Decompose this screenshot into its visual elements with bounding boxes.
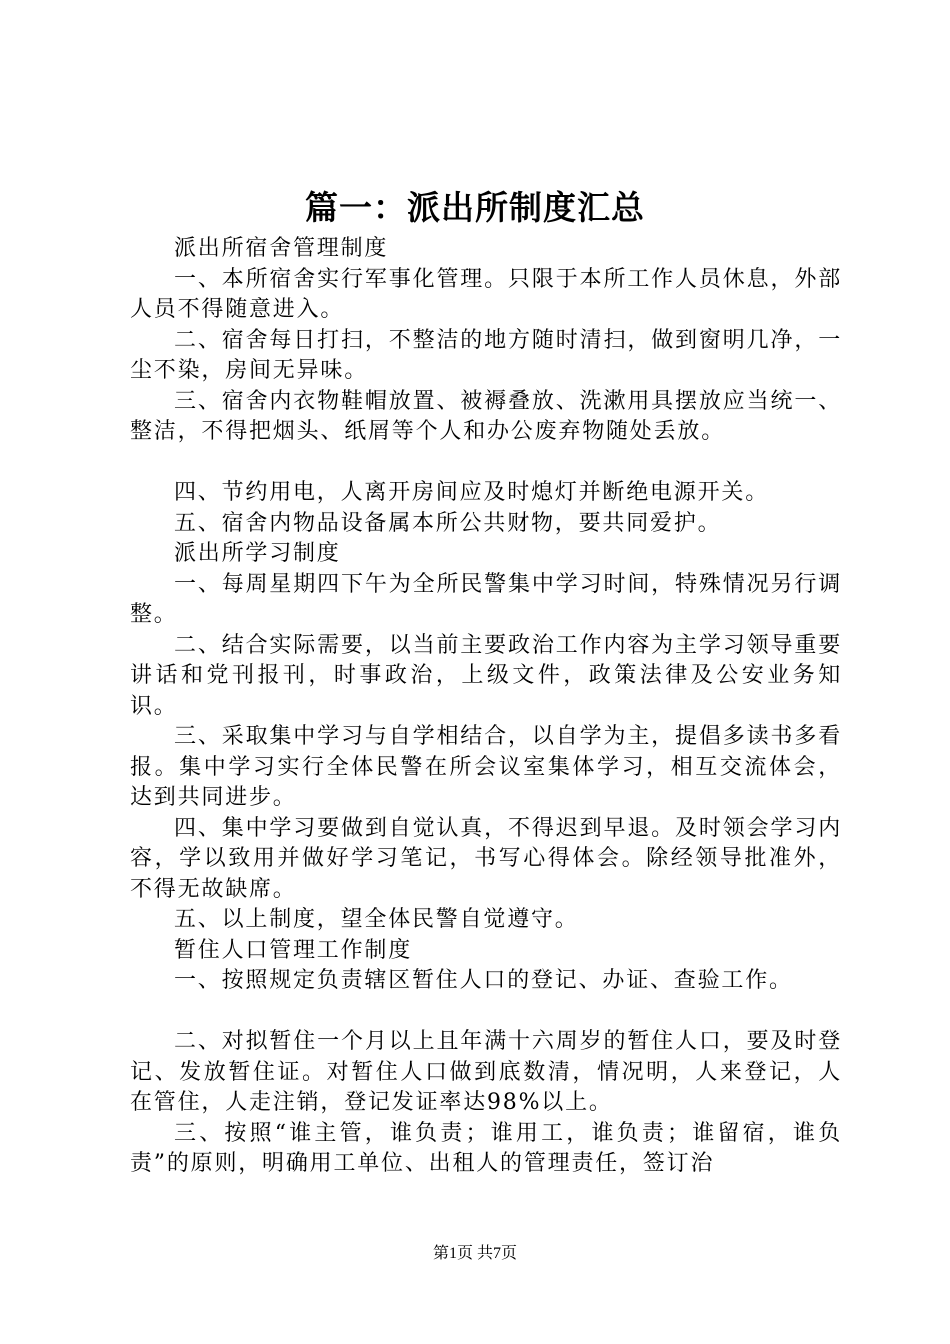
document-body xyxy=(130,234,842,1180)
residents-rule-1: 一、按照规定负责辖区暂住人口的登记、办证、查验工作。 xyxy=(174,968,793,993)
section-heading-temporary-residents: 暂住人口管理工作制度 xyxy=(174,937,413,963)
dormitory-rule-3: 三、宿舍内衣物鞋帽放置、被褥叠放、洗漱用具摆放应当统一、整洁，不得把烟头、纸屑等个人和办公废弃物随处丢放。 xyxy=(130,388,842,444)
study-rule-3: 三、采取集中学习与自学相结合，以自学为主，提倡多读书多看报。集中学习实行全体民警在所会议室集体学习，相互交流体会，达到共同进步。 xyxy=(130,724,842,810)
study-rule-5: 五、以上制度，望全体民警自觉遵守。 xyxy=(174,907,579,932)
dormitory-rule-1: 一、本所宿舍实行军事化管理。只限于本所工作人员休息，外部人员不得随意进入。 xyxy=(130,266,842,322)
section-heading-study: 派出所学习制度 xyxy=(174,541,341,566)
residents-rule-3: 三、按照“谁主管，谁负责；谁用工，谁负责；谁留宿，谁负责”的原则，明确用工单位、出租人的管理责任，签订治 xyxy=(130,1120,842,1176)
page-footer: 第1页 共7页 xyxy=(432,1245,517,1262)
dormitory-rule-5: 五、宿舍内物品设备属本所公共财物，要共同爱护。 xyxy=(174,510,722,536)
study-rule-1: 一、每周星期四下午为全所民警集中学习时间，特殊情况另行调整。 xyxy=(130,571,842,627)
residents-rule-2: 二、对拟暂住一个月以上且年满十六周岁的暂住人口，要及时登记、发放暂住证。对暂住人口做到底数清，情况明，人来登记，人在管住，人走注销，登记发证率达98%以上。 xyxy=(130,1029,842,1115)
study-rule-4: 四、集中学习要做到自觉认真，不得迟到早退。及时领会学习内容，学以致用并做好学习笔记，书写心得体会。除经领导批准外，不得无故缺席。 xyxy=(130,815,842,902)
dormitory-rule-2: 二、宿舍每日打扫，不整洁的地方随时清扫，做到窗明几净，一尘不染，房间无异味。 xyxy=(130,327,842,383)
document-title: 篇一：派出所制度汇总 xyxy=(305,188,645,227)
section-heading-dormitory: 派出所宿舍管理制度 xyxy=(174,236,389,261)
study-rule-2: 二、结合实际需要，以当前主要政治工作内容为主学习领导重要讲话和党刊报刊，时事政治，上级文件，政策法律及公安业务知识。 xyxy=(130,632,842,719)
dormitory-rule-4: 四、节约用电，人离开房间应及时熄灯并断绝电源开关。 xyxy=(174,480,770,505)
